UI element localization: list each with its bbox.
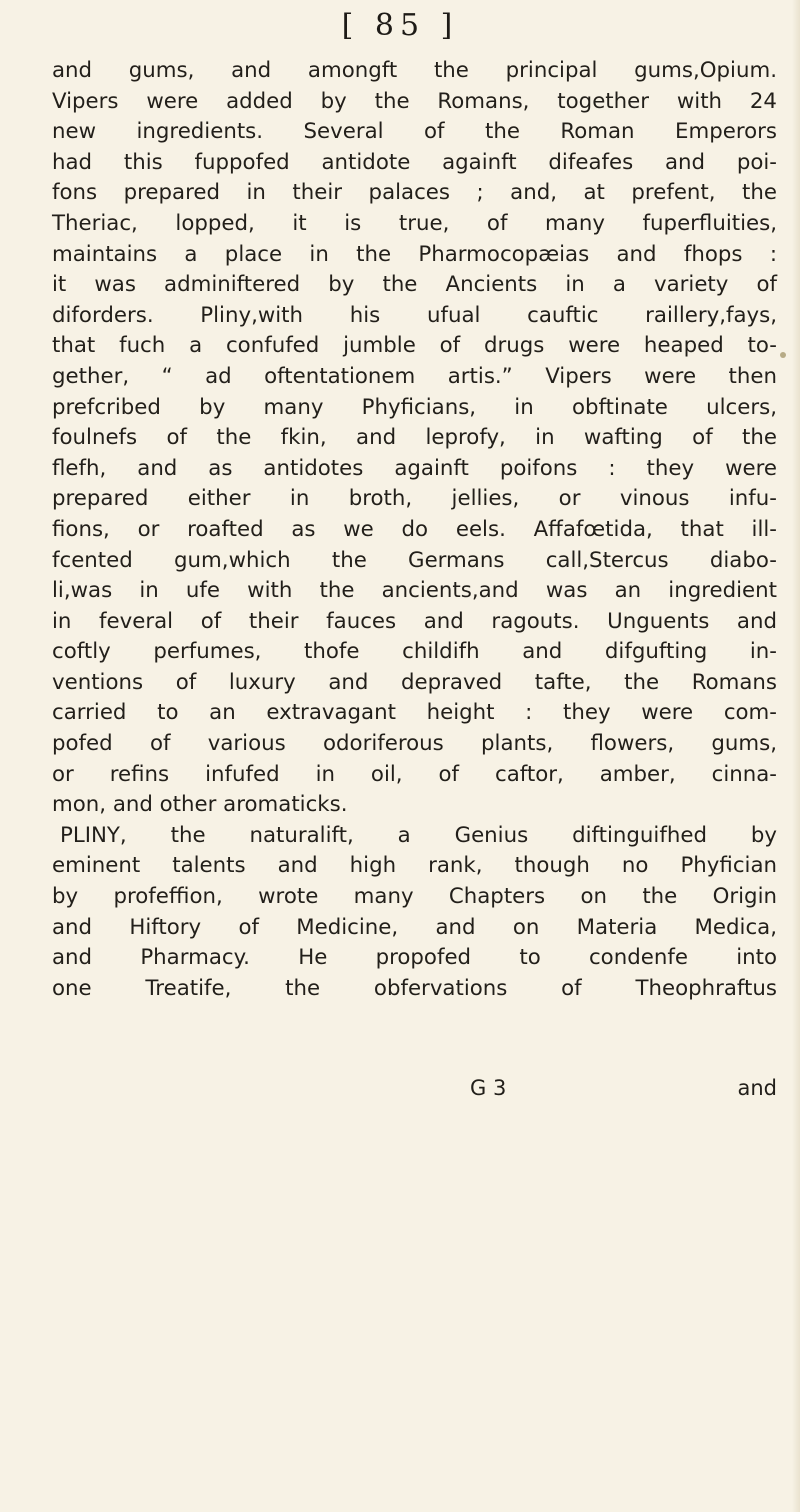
- text-line: or refins infufed in oil, of caftor, amber, cinna-: [52, 761, 777, 787]
- text-line: pofed of various odoriferous plants, flowers, gums,: [52, 731, 777, 757]
- text-line: fons prepared in their palaces ; and, at prefent, the: [52, 180, 777, 206]
- text-line: Theriac, lopped, it is true, of many fuperfluities,: [52, 210, 777, 236]
- text-line: maintains a place in the Pharmocopæias and fhops :: [52, 241, 777, 267]
- text-line: that fuch a confufed jumble of drugs were heaped to-: [52, 333, 777, 359]
- text-line: mon, and other aromaticks.: [52, 792, 348, 818]
- text-line: coftly perfumes, thofe childifh and difgufting in-: [52, 639, 777, 665]
- text-line: prepared either in broth, jellies, or vinous infu-: [52, 486, 777, 512]
- text-line: by profeffion, wrote many Chapters on the Origin: [52, 884, 777, 910]
- text-line: PLINY, the naturalift, a Genius diftinguifhed by: [60, 822, 777, 848]
- text-line: ventions of luxury and depraved tafte, the Romans: [52, 669, 777, 695]
- catchword: and: [737, 1076, 777, 1100]
- text-line: and Pharmacy. He propofed to condenfe into: [52, 945, 777, 971]
- text-line: carried to an extravagant height : they were com-: [52, 700, 777, 726]
- page-number: [ 85 ]: [341, 8, 459, 43]
- text-line: diforders. Pliny,with his ufual cauftic raillery,fays,: [52, 302, 777, 328]
- page-footer: [52, 1076, 777, 1106]
- text-line: gether, “ ad oftentationem artis.” Vipers were then: [52, 363, 777, 389]
- text-line: eminent talents and high rank, though no Phyfician: [52, 853, 777, 879]
- ink-spot: [780, 352, 786, 358]
- text-line: li,was in ufe with the ancients,and was an ingredient: [52, 578, 777, 604]
- text-line: new ingredients. Several of the Roman Emperors: [52, 119, 777, 145]
- text-line: it was adminiftered by the Ancients in a variety of: [52, 272, 777, 298]
- signature-mark: G 3: [470, 1076, 507, 1100]
- text-line: had this fuppofed antidote againft difeafes and poi-: [52, 149, 777, 175]
- text-line: Vipers were added by the Romans, together with 24: [52, 88, 777, 114]
- text-line: in feveral of their fauces and ragouts. Unguents and: [52, 608, 777, 634]
- text-line: flefh, and as antidotes againft poifons : they were: [52, 455, 777, 481]
- text-line: fions, or roafted as we do eels. Affafœtida, that ill-: [52, 516, 777, 542]
- text-line: one Treatife, the obfervations of Theophraftus: [52, 975, 777, 1001]
- body-text: [52, 56, 777, 1100]
- text-line: and gums, and amongft the principal gums,Opium.: [52, 58, 777, 83]
- text-line: and Hiftory of Medicine, and on Materia Medica,: [52, 914, 777, 940]
- text-line: foulnefs of the fkin, and leprofy, in wafting of the: [52, 425, 777, 451]
- page-edge-shadow: [792, 0, 800, 1512]
- text-line: prefcribed by many Phyficians, in obftinate ulcers,: [52, 394, 777, 420]
- text-line: fcented gum,which the Germans call,Stercus diabo-: [52, 547, 777, 573]
